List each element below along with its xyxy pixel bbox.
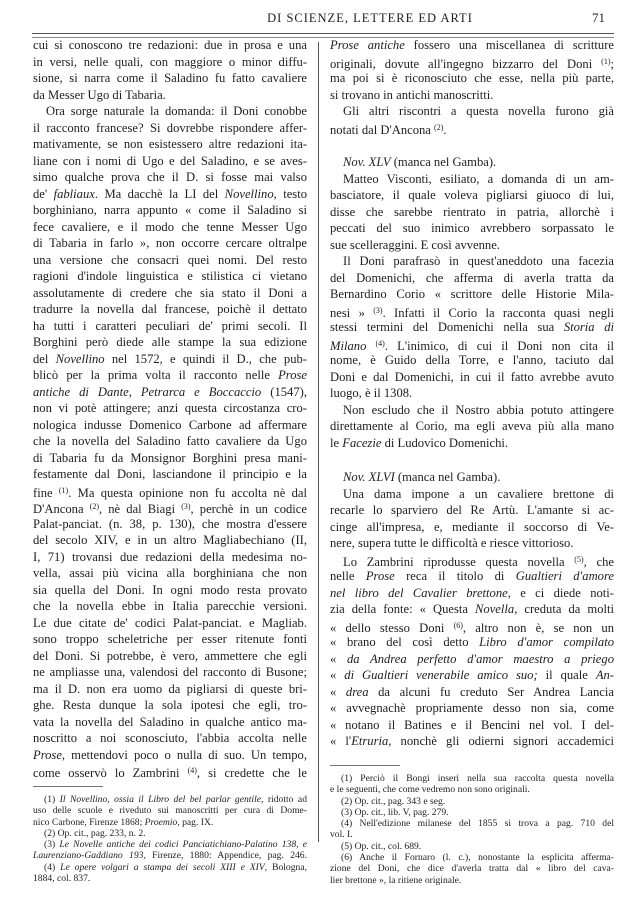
text-line [330, 120, 614, 137]
text-run: , nonchè gli odierni signori accademici [388, 734, 614, 748]
footnote-reference: (4) [187, 766, 197, 775]
text-line [330, 634, 614, 651]
text-run: nesi » [330, 305, 374, 320]
text-line [330, 37, 614, 54]
text-line [330, 733, 614, 750]
footnote-reference: (2) [89, 502, 99, 511]
text-run: nome, è Guido della Torre, e l'anno, taciuto dal [330, 353, 614, 367]
text-line [330, 270, 614, 287]
italic-text-run: Storia di [563, 320, 614, 334]
text-line [330, 618, 614, 635]
italic-text-run: Nov. XLV [343, 155, 391, 169]
left-footnotes [33, 794, 307, 884]
text-run: (2) Op. cit., pag. 343 e seg. [341, 795, 446, 807]
footnote-rule-right [330, 765, 400, 766]
text-line [33, 384, 307, 401]
text-run: sono troppo scheletriche per esser ritenute fonti [33, 632, 307, 646]
italic-text-run: Prose antiche [330, 38, 405, 52]
text-run: Bernardino Corio « scrittore delle Historie Mila- [330, 287, 614, 301]
text-line [330, 352, 614, 369]
text-run: una versione che consacri quei nomi. Del resto [33, 252, 307, 267]
footnote-rule-left [33, 786, 103, 787]
text-run: D'Ancona [33, 502, 90, 516]
text-line [33, 54, 307, 71]
text-line [330, 418, 614, 435]
footnote-line [33, 862, 307, 873]
text-line [33, 268, 307, 285]
text-line [33, 235, 307, 252]
text-run: vol. I. [330, 829, 353, 841]
text-run: , si credette che le [196, 766, 307, 780]
text-run: ha tutti i caratteri peculiari de' primi secoli. Il [33, 318, 307, 333]
italic-text-run: Novella [475, 602, 515, 616]
text-run: (6) Anche il Fornaro (l. c.), nonostante la esplicita afferma- [341, 852, 614, 864]
text-line [330, 486, 614, 503]
text-line [33, 417, 307, 434]
text-run: nel 1572, e quindi il D., che pub- [104, 351, 307, 366]
text-line [330, 502, 614, 519]
text-run: fece cavaliere, e il modo che tenne Messer Ugo [33, 219, 307, 234]
text-run: il quale [537, 668, 596, 682]
text-line [330, 87, 614, 104]
text-run: ghe. Resta dunque la sola ipotesi che egli, tro- [33, 698, 307, 712]
italic-text-run: drea [345, 684, 369, 699]
text-line [330, 585, 614, 602]
italic-text-run: Facezie [342, 435, 382, 450]
text-line [33, 219, 307, 236]
text-line [33, 516, 307, 533]
text-run: vella, assai più vicina alla borghiniana che non [33, 566, 307, 580]
footnote-reference: (1) [601, 56, 611, 66]
text-run: non vi potè attingere; anzi questa circostanza cro- [33, 401, 307, 415]
text-line [330, 286, 614, 303]
text-run: , che [583, 554, 614, 569]
text-run: di Ludovico Domenichi. [381, 435, 509, 450]
text-line [330, 319, 614, 336]
footnote-line [330, 807, 614, 818]
text-run: , nè dal Biagi [98, 502, 182, 516]
text-run: reca il titolo di [394, 569, 516, 583]
footnote-line [330, 829, 614, 840]
text-line [33, 648, 307, 665]
text-run: « [330, 684, 346, 699]
text-run: Ora sorge naturale la domanda: il Doni conobbe [46, 104, 307, 118]
text-run: mativamente, se non esistessero altre redazioni ita- [33, 137, 307, 151]
text-run: . L'inimico, di cui il Doni non cita il [384, 338, 614, 353]
italic-text-run: Etruria [351, 734, 389, 748]
text-run: del Domenichi, che afferma di averla tratta da [330, 270, 614, 285]
text-run: (4) [44, 861, 61, 873]
text-run: uso delle scuole e riveduto sui manoscritti per cura di Dome- [33, 805, 307, 817]
footnote-reference: (5) [574, 554, 584, 564]
text-run: . [443, 122, 447, 137]
text-run: , pag. IX. [177, 816, 214, 828]
text-run: ma poi si è riconosciuto che esse, nella più parte, [330, 71, 614, 85]
text-line [33, 351, 307, 368]
footnote-reference: (3) [373, 305, 383, 315]
text-line [330, 435, 614, 452]
text-run: sione, si narra come il Saladino fu fatto cavaliere [33, 71, 307, 85]
text-run: che la novella del Saladino fatto cavaliere da Ugo [33, 434, 307, 448]
text-line [330, 700, 614, 717]
text-run: Matteo Visconti, esiliato, a domanda di un am- [343, 171, 614, 186]
text-line [330, 552, 614, 569]
text-run: zione del Doni, che dice d'averla tratta dal « libro del cava- [330, 863, 614, 875]
text-run: (2) Op. cit., pag. 233, n. 2. [44, 827, 146, 839]
text-run: , ridotto ad [261, 794, 307, 805]
text-run: noscritto a noi sconosciuto, l'abbia accolta nelle [33, 731, 307, 745]
italic-text-run: fabliaux [53, 186, 95, 201]
text-run: nico Carbone, Firenze 1868; [33, 816, 145, 828]
text-run: da Messer Ugo di Tabaria. [33, 87, 166, 102]
text-run: Doni e dal Domenichi, in cui il fatto avrebbe avuto [330, 369, 614, 384]
footnote-line [330, 863, 614, 874]
text-run: fine [33, 485, 59, 500]
text-run: ne ampliasse una, valendosi del racconto di Busone; [33, 665, 307, 679]
text-run: Palat-panciat. (n. 38, p. 130), che mostra d'essere [33, 516, 307, 531]
text-run: simo qualche prova che il D. si fosse mai valso [33, 170, 307, 184]
text-run: vata la novella del Saladino in qualche antico ma- [33, 714, 307, 729]
text-line [33, 400, 307, 417]
text-line [33, 37, 307, 54]
text-run: nere, supera tutte le difficoltà e riesce vittorioso. [330, 536, 574, 550]
footnote-line [330, 773, 614, 784]
text-line [33, 730, 307, 747]
text-line [33, 763, 307, 780]
italic-text-run: da Andrea perfetto d'amor maestro a priego [346, 651, 614, 666]
text-run: cui si conoscono tre redazioni: due in prosa e una [33, 38, 307, 52]
text-line [33, 483, 307, 500]
text-line [33, 681, 307, 698]
footnote-reference: (2) [434, 122, 444, 132]
text-line [33, 202, 307, 219]
text-run: del secolo XIV, e in un altro Magliabechiano (II, [33, 533, 307, 547]
text-run: (1547), [261, 384, 307, 399]
text-line [330, 469, 614, 486]
text-line [330, 303, 614, 320]
text-run: liane con i nomi di Ugo e del Saladino, e se aves- [33, 153, 307, 168]
text-run: il racconto francese? Si dovrebbe rispondere affer- [33, 120, 307, 135]
italic-text-run: Nov. XLVI [343, 470, 395, 484]
text-run: Borghini però diede alle stampe la sua edizione [33, 335, 307, 349]
text-run: festamente dal Doni, lasciandone il principio e la [33, 467, 307, 481]
text-run: (1) [44, 794, 60, 805]
footnote-line [330, 784, 614, 795]
text-line [330, 568, 614, 585]
text-line [33, 499, 307, 516]
text-run: (3) Op. cit., lib. V, pag. 279. [341, 806, 449, 818]
text-run: , creduta da molti [514, 602, 614, 616]
text-line [330, 369, 614, 386]
footnote-line [330, 796, 614, 807]
text-run: le [330, 435, 343, 450]
text-line [330, 54, 614, 71]
text-line [33, 103, 307, 120]
footnote-reference: (3) [181, 502, 191, 511]
text-run: nelle [330, 569, 366, 583]
text-run: zia della fonte: « Questa [330, 602, 476, 616]
text-line [33, 598, 307, 615]
text-run: de' [33, 186, 54, 201]
text-run: , [128, 384, 141, 399]
text-run: originali, dovute all'ingegno bizzarro del Doni [330, 56, 602, 71]
text-run: di Tabaria in farlo », non occorre cercare oltralpe [33, 236, 307, 250]
text-line [33, 120, 307, 137]
text-line [330, 717, 614, 734]
footnote-line [33, 850, 307, 861]
text-run: ragioni d'indole linguistica e stilistica ci vietano [33, 269, 307, 283]
text-run [366, 339, 375, 353]
text-line [33, 285, 307, 302]
italic-text-run: Novellino [224, 186, 274, 201]
text-run: che la novella ebbe in Italia parecchie versioni. [33, 599, 307, 613]
text-line [330, 237, 614, 254]
text-line [330, 402, 614, 419]
italic-text-run: di Gualtieri venerabile amico suo; [344, 668, 538, 682]
footnote-reference: (6) [453, 620, 463, 630]
footnote-line [330, 818, 614, 829]
text-run: , e ci diede noti- [507, 585, 615, 600]
text-run: , altro non è, se non un [462, 620, 614, 635]
text-run: blicò per la prima volta il racconto nelle [33, 368, 279, 382]
text-run: borghiniano, narra appunto « come il Saladino si [33, 203, 307, 217]
text-run: (3) [44, 839, 60, 851]
italic-text-run: Proemio [144, 816, 178, 828]
text-run: disse che sarebbe rientrato in patria, allorchè i [330, 204, 614, 219]
text-line [33, 582, 307, 599]
text-run: « notano il Batines e il Bencini nel vol. I del- [330, 717, 614, 732]
text-line [33, 169, 307, 186]
text-run: si trovano in antichi manoscritti. [330, 87, 494, 102]
text-line [33, 301, 307, 318]
text-run: come osservò lo Zambrini [33, 766, 188, 780]
italic-text-run: antiche di Dante [33, 384, 129, 399]
italic-text-run: Gualtieri d'amore [515, 569, 614, 583]
text-line [330, 253, 614, 270]
text-run: « [330, 651, 347, 666]
text-line [330, 519, 614, 536]
italic-text-run: Petrarca e Boccaccio [140, 384, 262, 399]
text-run: peccati del suo inimico avrebbero sorpassato le [330, 221, 614, 235]
text-line [33, 318, 307, 335]
text-run: recarle lo sparviero del Re Artù. L'amante si ac- [330, 503, 614, 517]
text-run: stessi termini del Domenichi nella sua [330, 320, 564, 334]
text-line [33, 186, 307, 203]
footnote-line [33, 794, 307, 805]
text-run: cinge all'impresa, e, mediante il soccorso di Ve- [330, 519, 614, 534]
text-line [330, 187, 614, 204]
text-run: ma il D. non era uomo da pigliarsi di queste bri- [33, 681, 307, 696]
text-run: . Infatti il Corio la racconta quasi negli [382, 305, 614, 320]
text-line [33, 252, 307, 269]
text-run: notati dal D'Ancona [330, 122, 435, 137]
footnote-line [330, 852, 614, 863]
italic-text-run: Prose [33, 747, 62, 762]
text-run: (1) Perciò il Bongi inserì nella sua raccolta questa novella [341, 773, 614, 784]
italic-text-run: Libro d'amor compilato [479, 635, 614, 649]
running-title: DI SCIENZE, LETTERE ED ARTI [267, 11, 473, 25]
text-line [330, 385, 614, 402]
italic-text-run: Laurenziano-Gaddiano 193 [33, 850, 144, 862]
italic-text-run: Le Novelle antiche dei codici Panciatichiano-Palatino 138, e [59, 839, 307, 851]
text-run: , Firenze, 1880: Appendice, pag. 246. [143, 850, 308, 862]
footnote-line [33, 805, 307, 816]
text-line [330, 336, 614, 353]
text-run: ; [610, 56, 614, 71]
text-run: (manca nel Gamba). [390, 155, 497, 169]
text-line [33, 70, 307, 87]
text-run: , perchè in un codice [190, 502, 307, 516]
footnote-reference: (4) [375, 338, 385, 348]
text-line [33, 466, 307, 483]
text-run: assolutamente di credere che sia stato il Doni a [33, 285, 307, 300]
text-line [33, 153, 307, 170]
text-run: tradurre la novella dal francese, poichè il dettato [33, 302, 307, 316]
text-run: nologica indusse Domenico Carbone ad affermare [33, 417, 307, 432]
italic-text-run: nel libro del Cavalier brettone [330, 585, 508, 600]
text-run: basciatore, il quale voleva pigliarsi giuoco di lui, [330, 188, 614, 202]
text-run: Il Doni parafrasò in quest'aneddoto una facezia [343, 254, 614, 268]
text-run: del Doni. Si potrebbe, è vero, ammettere che egli [33, 648, 307, 663]
text-line [330, 220, 614, 237]
text-line [33, 334, 307, 351]
footnote-line [33, 873, 307, 884]
text-run: sue scelleraggini. E così avvenne. [330, 237, 500, 252]
text-run: « l' [330, 734, 352, 748]
text-line [33, 532, 307, 549]
text-run: di Tabaria fu da Monsignor Borghini presa mani- [33, 450, 307, 465]
text-run: sia quella del Doni. In ogni modo resta provato [33, 582, 307, 597]
text-run: « brano del così detto [330, 635, 480, 649]
text-line [330, 684, 614, 701]
text-line [330, 535, 614, 552]
text-run: . Ma questa opinione non fu accolta nè dal [68, 485, 307, 500]
text-line [33, 450, 307, 467]
italic-text-run: Milano [330, 338, 367, 353]
text-run: luogo, è il 1308. [330, 386, 413, 400]
italic-text-run: Le opere volgari a stampa dei secoli XIII e XIV [60, 861, 265, 873]
text-line [33, 367, 307, 384]
footnote-line [330, 841, 614, 852]
text-run: « avvegnachè propriamente desso non sia, come [330, 701, 614, 715]
italic-text-run: Prose [365, 569, 395, 583]
text-run: lier brettone », la ritiene originale. [330, 874, 462, 886]
text-line [330, 103, 614, 120]
text-line [33, 136, 307, 153]
footnote-line [33, 817, 307, 828]
text-run: « [330, 668, 345, 682]
text-run: Le due citate de' codici Palat-panciat. e Magliab. [33, 615, 307, 630]
text-run: 1884, col. 837. [33, 873, 91, 885]
text-run: da alcuni fu creduto Ser Andrea Lancia [368, 684, 614, 699]
text-line [330, 171, 614, 188]
text-run: direttamente al Corio, ma egli aveva più alla mano [330, 419, 614, 433]
text-line [330, 651, 614, 668]
text-run: Non escludo che il Nostro abbia potuto attingere [343, 402, 614, 417]
text-run: (5) Op. cit., col. 689. [341, 840, 422, 852]
text-run: . Ma dacchè la LI del [94, 186, 225, 201]
footnote-line [33, 828, 307, 839]
text-run: (manca nel Gamba). [394, 470, 501, 484]
text-line [33, 631, 307, 648]
text-run: del [33, 351, 56, 366]
text-line [33, 747, 307, 764]
text-run: Una dama impone a un cavaliere brettone di [343, 486, 614, 501]
text-line [33, 664, 307, 681]
left-column [33, 37, 307, 780]
text-run: I, 71) trovansi due redazioni della medesima no- [33, 549, 307, 564]
italic-text-run: Prose [278, 368, 307, 382]
text-run: Lo Zambrini riprodusse questa novella [343, 554, 575, 569]
text-line [33, 714, 307, 731]
text-line [33, 697, 307, 714]
text-run: fossero una miscellanea di scritture [404, 38, 614, 52]
text-run: , mettendovi poco o nulla di suo. Un tempo, [61, 747, 307, 762]
text-line [330, 70, 614, 87]
text-run: « dello stesso Doni [330, 620, 454, 635]
italic-text-run: Novellino [55, 351, 105, 366]
text-line [330, 154, 614, 171]
text-run: , Bologna, [264, 861, 307, 873]
italic-text-run: An- [595, 668, 614, 682]
text-line [330, 601, 614, 618]
column-divider [318, 42, 319, 842]
text-run: in versi, nelle quali, con maggiore o minor diffu- [33, 54, 307, 69]
footnote-reference: (1) [58, 485, 69, 495]
right-footnotes [330, 773, 614, 886]
text-line [330, 667, 614, 684]
text-line [33, 615, 307, 632]
text-line [33, 549, 307, 566]
text-run: (4) Nell'edizione milanese del 1855 si trova a pag. 710 del [341, 818, 614, 830]
footnote-line [330, 875, 614, 886]
text-run: , testo [273, 186, 307, 201]
page-number: 71 [592, 10, 605, 25]
text-run: Gli altri riscontri a questa novella furono già [343, 104, 614, 118]
right-column [330, 37, 614, 750]
text-line [33, 87, 307, 104]
text-run: e le seguenti, che come vedremo non sono originali. [330, 784, 530, 796]
footnote-line [33, 839, 307, 850]
text-line [33, 565, 307, 582]
italic-text-run: Il Novellino, ossia il Libro del bel parlar gentile [59, 794, 262, 805]
text-line [33, 433, 307, 450]
text-line [330, 204, 614, 221]
